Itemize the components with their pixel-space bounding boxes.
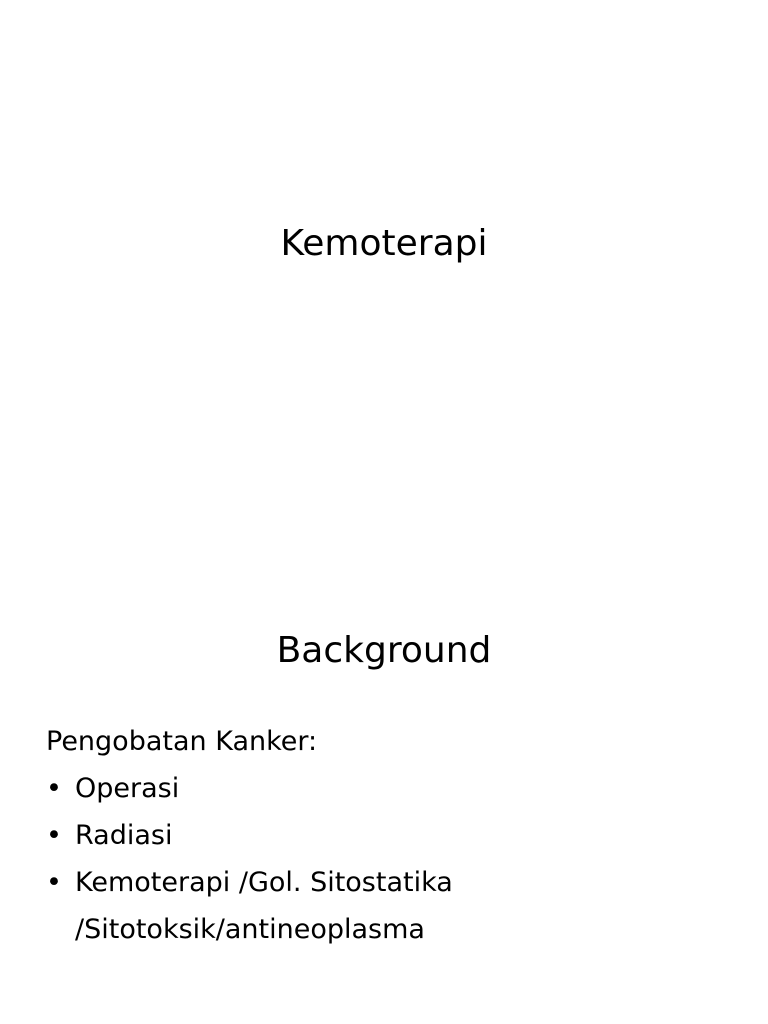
list-item [46,765,726,812]
bullet-dot-icon: • [46,820,62,851]
list-item-text: Kemoterapi /Gol. Sitostatika [75,867,453,898]
slide-background [0,512,768,1024]
list-item [46,812,726,859]
bullet-list [46,765,726,953]
bullet-dot-icon: • [46,773,62,804]
intro-text: Pengobatan Kanker: [46,726,318,757]
list-item [46,859,726,953]
list-item-text-continued: /Sitotoksik/antineoplasma [75,914,425,945]
slide-title-heading: Kemoterapi [280,223,488,264]
slide-background-heading: Background [276,630,492,671]
slide-body [46,718,726,953]
bullet-dot-icon: • [46,867,62,898]
list-item-text: Operasi [75,773,180,804]
list-item-text: Radiasi [75,820,173,851]
